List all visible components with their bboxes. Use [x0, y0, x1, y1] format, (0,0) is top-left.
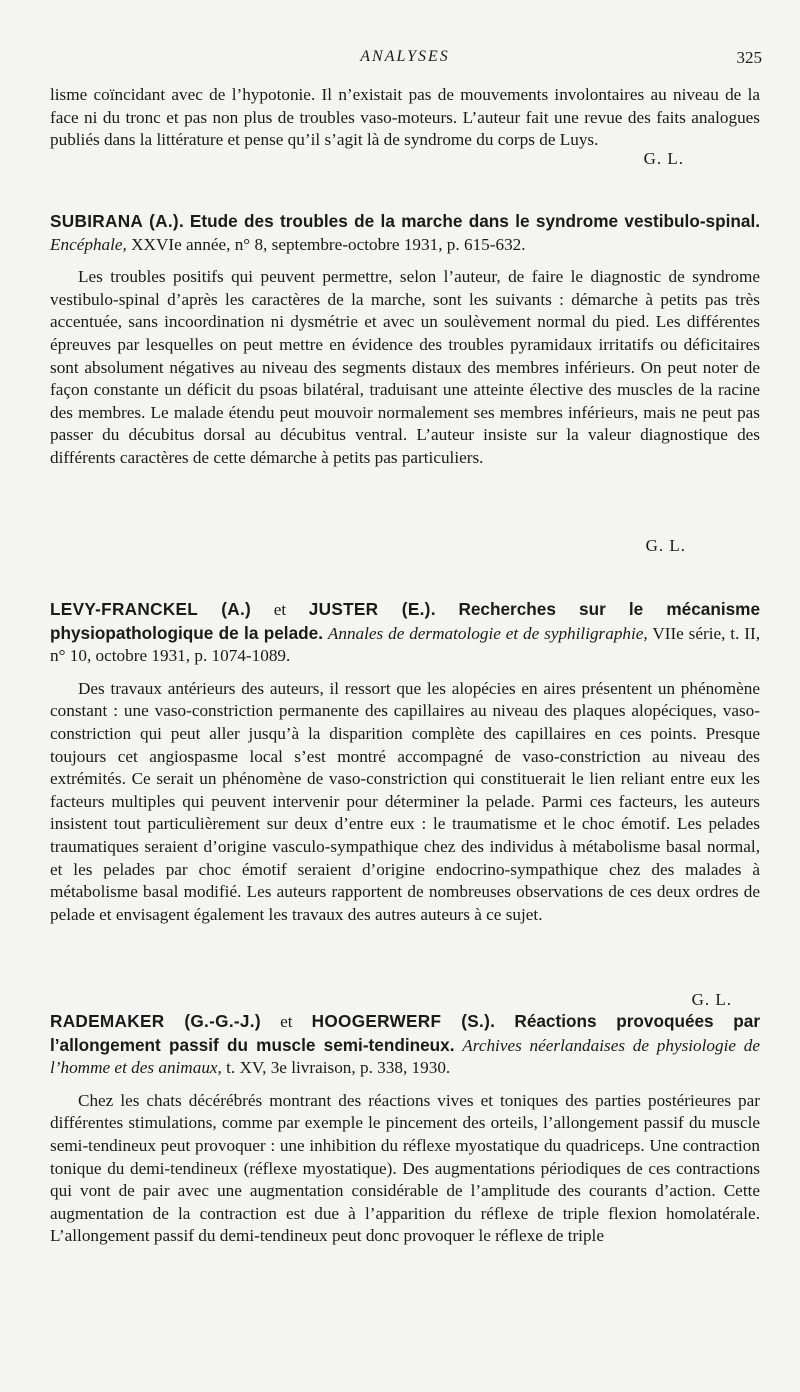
page-header: [50, 48, 760, 72]
article-title: Etude des troubles de la marche dans le syndrome vestibulo-spinal.: [189, 211, 760, 231]
article-levy-franckel: [50, 598, 760, 926]
running-title: ANALYSES: [360, 48, 450, 65]
intro-paragraph: [50, 84, 760, 152]
article-title: Réactions provoquées par l’allongement passif du muscle semi-tendineux.: [50, 1011, 761, 1055]
intro-signature: G. L.: [643, 149, 684, 168]
article-rademaker: [50, 1010, 760, 1248]
article-journal: Archives néerlandaises de physiologie de l’homme et des animaux,: [50, 1035, 760, 1078]
article-authors-b: HOOGERWERF (S.).: [311, 1011, 496, 1031]
article-journal: Encéphale,: [50, 234, 127, 254]
article-reference: XXVIe année, n° 8, septembre-octobre 1931, p. 615-632.: [131, 234, 526, 254]
article-conjunction: et: [280, 1012, 293, 1031]
article-authors-a: RADEMAKER (G.-G.-J.): [50, 1011, 261, 1031]
article-signature: G. L.: [645, 536, 686, 555]
article-conjunction: et: [273, 600, 287, 619]
page-number: 325: [736, 48, 762, 67]
article-title: Recherches sur le mécanisme physiopathologique de la pelade.: [50, 599, 761, 643]
article-reference: VIIe série, t. II, n° 10, octobre 1931, p. 1074-1089.: [50, 623, 760, 666]
article-subirana: [50, 210, 760, 470]
article-authors-b: JUSTER (E.).: [308, 599, 436, 619]
article-body: Des travaux antérieurs des auteurs, il ressort que les alopécies en aires présentent un phénomène constant : une vaso-constriction permanente des capillaires au niveau des plaques alopéciques, vaso-constriction qui peut aller jusqu’à la disparition complète des capillaires en ces points. Presque toujours cet angiospasme local s’est montré accompagné de vaso-constriction au niveau des extrémités. Ce serait un phénomène de vaso-constriction qui constituerait le lien reliant entre eux les facteurs multiples qui peuvent intervenir pour déterminer la pelade. Parmi ces facteurs, les auteurs insistent tout particulièrement sur deux d’entre eux : le traumatisme et le choc émotif. Les pelades traumatiques seraient d’origine vasculo-sympathique chez des individus à métabolisme basal normal, et les pelades par choc émotif seraient d’origine endocrino-sympathique chez des malades à métabolisme basal modifié. Les auteurs rapportent de nombreuses observations de ces deux ordres de pelade et envisagent également les travaux des autres auteurs à ce sujet.: [50, 678, 760, 924]
article-signature: G. L.: [691, 990, 732, 1009]
article-body: Les troubles positifs qui peuvent permettre, selon l’auteur, de faire le diagnostic de syndrome vestibulo-spinal d’après les caractères de la marche, sont les suivants : démarche à petits pas très accentuée, sans incoordination ni dysmétrie et avec un soulèvement normal du pied. Les différentes épreuves par lesquelles on peut mettre en évidence des troubles pyramidaux irritatifs ou déficitaires sont absolument négatives au niveau des segments distaux des membres inférieurs. On peut noter de façon constante un déficit du psoas bilatéral, traduisant une atteinte élective des muscles de la racine des membres. Le malade étendu peut mouvoir normalement ses membres inférieurs, mais ne peut pas passer du décubitus dorsal au décubitus ventral. L’auteur insiste sur la valeur diagnostique des différents caractères de cette démarche à petits pas particuliers.: [50, 267, 760, 467]
article-authors: SUBIRANA (A.).: [50, 211, 185, 231]
intro-text: lisme coïncidant avec de l’hypotonie. Il n’existait pas de mouvements involontaires au niveau de la face ni du tronc et pas non plus de troubles vaso-moteurs. L’auteur fait une revue des faits analogues publiés dans la littérature et pense qu’il s’agit là de syndrome du corps de Luys.: [50, 85, 760, 150]
article-reference: t. XV, 3e livraison, p. 338, 1930.: [226, 1058, 451, 1078]
article-body: Chez les chats décérébrés montrant des réactions vives et toniques des parties postérieures par différentes stimulations, comme par exemple le pincement des orteils, l’allongement passif du muscle semi-tendineux peut provoquer : une inhibition du réflexe myostatique du quadriceps. Une contraction tonique du demi-tendineux (réflexe myostatique). Des augmentations périodiques de ces contractions qui vont de pair avec une augmentation considérable de l’amplitude des courants d’action. Cette augmentation de la contraction est due à l’apparition du réflexe de triple flexion homolatérale. L’allongement passif du demi-tendineux peut donc provoquer le réflexe de triple: [50, 1090, 760, 1246]
article-journal: Annales de dermatologie et de syphiligraphie,: [327, 623, 648, 643]
article-authors-a: LEVY-FRANCKEL (A.): [50, 599, 252, 619]
